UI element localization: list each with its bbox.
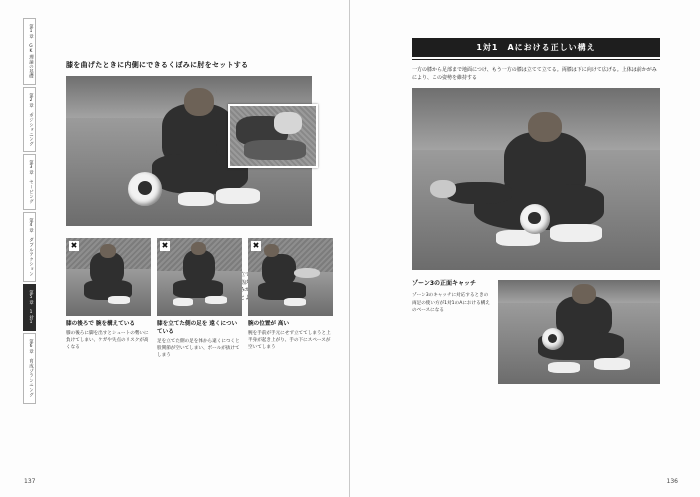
bad-example-1-photo: [66, 238, 151, 316]
left-lead-title: 膝を曲げたときに内側にできるくぼみに肘をセットする: [66, 61, 249, 69]
right-page-folio: 136: [666, 478, 678, 485]
bad-example-3: [248, 238, 333, 360]
right-page-content: [412, 38, 680, 384]
bad-example-1-body: 膝の後ろに脚を出すとシュートの勢いに負けてしまい、ケガや失点のリスクが高くなる: [66, 331, 149, 350]
chapter-tab-strip: [22, 18, 36, 406]
chapter-tab-2[interactable]: 第2章 ポジショニング: [23, 87, 36, 152]
right-lead-text: 一方の膝から足部まで地面につけ、もう一方の膝は立てて立てる。両膝は下に向けて広げる。上体は前かがみにより、この姿勢を維持する: [412, 67, 657, 81]
chapter-tab-4[interactable]: 第4章 ダブルアクション: [23, 212, 36, 282]
right-main-photo: [412, 88, 660, 270]
bad-example-3-body: 腕を手前が手元にせず立ててしまうと上半身が起き上がり、手の下にスペースが空いてしまう: [248, 331, 331, 350]
lower-block: [412, 280, 660, 384]
chapter-tab-1[interactable]: 第1章 GK理論の基礎: [23, 18, 36, 85]
chapter-tab-5[interactable]: 第5章 1対1: [23, 284, 36, 331]
main-photo-inset: [228, 104, 318, 168]
right-headline: 1対1 Aにおける正しい構え: [412, 38, 660, 57]
lower-title: ゾーン3の正面キャッチ: [412, 280, 477, 287]
lower-photo: [498, 280, 660, 384]
headline-rule: [412, 59, 660, 60]
bad-example-1-title: 膝の後ろで 腕を構えている: [66, 321, 136, 327]
lower-body: ゾーン3のキャッチに対応するときの両足の使い方が1対1のAにおける構えのベースになる: [412, 293, 490, 313]
left-page-folio: 137: [24, 478, 36, 485]
left-page-content: [44, 16, 336, 360]
bad-example-3-photo: [248, 238, 333, 316]
chapter-tab-3[interactable]: 第3章 セービング: [23, 154, 36, 210]
bad-example-2: [157, 238, 242, 360]
chapter-tab-6[interactable]: 第6章 育成プランニング: [23, 333, 36, 403]
bad-example-3-title: 腕の位置が 高い: [248, 321, 290, 327]
right-page: [350, 0, 700, 497]
bad-example-2-title: 膝を立てた側の足を 遠くについている: [157, 321, 238, 336]
x-mark-icon: ✖: [70, 241, 78, 250]
bad-example-1: [66, 238, 151, 360]
main-photo-block: [66, 76, 312, 226]
x-mark-icon: ✖: [252, 241, 260, 250]
x-mark-icon: ✖: [161, 241, 169, 250]
bad-example-2-body: 足を立てた側の足を体から遠くにつくと股関節が空いてしまい、ボールが抜けてしまう: [157, 339, 240, 358]
bad-example-row: [66, 238, 334, 360]
bad-example-2-photo: [157, 238, 242, 316]
lower-caption: [412, 280, 490, 384]
